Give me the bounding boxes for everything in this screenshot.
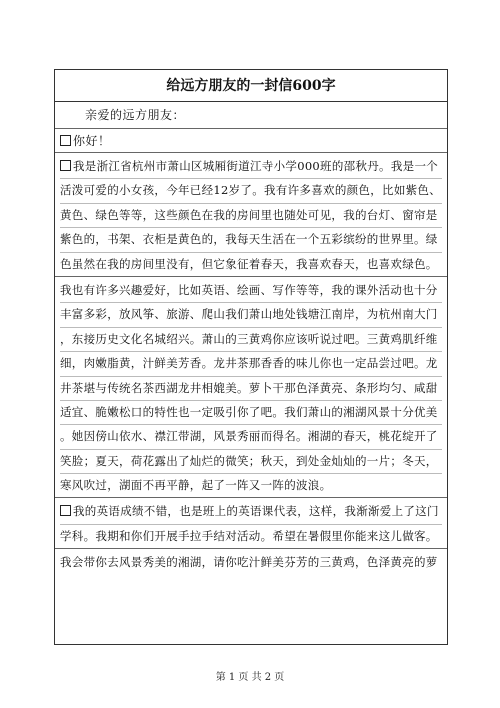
checkbox-icon bbox=[60, 160, 71, 171]
document-title: 给远方朋友的一封信600字 bbox=[55, 70, 447, 102]
checkbox-icon bbox=[60, 135, 71, 146]
greeting: 亲爱的远方朋友： bbox=[55, 102, 447, 129]
checkbox-icon bbox=[60, 505, 71, 516]
line-text: 我的英语成绩不错，也是班上的英语课代表，这样，我渐渐爱上了这门 bbox=[73, 504, 439, 519]
paragraph-line: 紫色的，书架、衣柜是黄色的，我每天生活在一个五彩缤纷的世界里。绿 bbox=[60, 228, 442, 252]
paragraph-line bbox=[60, 500, 442, 524]
paragraph-line: 寒风吹过，湖面不再平静，起了一阵又一阵的波浪。 bbox=[60, 478, 332, 493]
hello-line bbox=[55, 129, 447, 153]
paragraph-line: 笑脸；夏天，荷花露出了灿烂的微笑；秋天，到处金灿灿的一片；冬天， bbox=[60, 450, 442, 474]
paragraph-line: 我也有许多兴趣爱好，比如英语、绘画、写作等等，我的课外活动也十分 bbox=[60, 279, 442, 303]
paragraph-line: 适宜、脆嫩松口的特性也一定吸引你了吧。我们萧山的湘湖风景十分优美 bbox=[60, 401, 442, 425]
page-footer: 第 1 页 共 2 页 bbox=[215, 672, 285, 683]
paragraph-line: 丰富多彩，放风筝、旅游、爬山我们萧山地处钱塘江南岸，为杭州南大门 bbox=[60, 303, 442, 327]
line-text: 我是浙江省杭州市萧山区城厢街道江寺小学000班的邵秋丹。我是一个 bbox=[73, 159, 439, 173]
paragraph-1 bbox=[55, 153, 447, 277]
paragraph-line: 色虽然在我的房间里没有，但它象征着春天，我喜欢春天，也喜欢绿色。 bbox=[60, 256, 438, 271]
letter-table bbox=[54, 69, 448, 645]
paragraph-line: ，东接历史文化名城绍兴。萧山的三黄鸡你应该听说过吧。三黄鸡肌纤维 bbox=[60, 328, 442, 352]
paragraph-line: 黄色、绿色等等，这些颜色在我的房间里也随处可见，我的台灯、窗帘是 bbox=[60, 204, 442, 228]
hello-text: 你好！ bbox=[73, 134, 111, 148]
paragraph-line: 。她因傍山依水、襟江带湖，风景秀丽而得名。湘湖的春天，桃花绽开了 bbox=[60, 425, 442, 449]
paragraph-line: 活泼可爱的小女孩，今年已经12岁了。我有许多喜欢的颜色，比如紫色、 bbox=[60, 179, 442, 203]
paragraph-line: 井茶堪与传统名茶西湖龙井相媲美。萝卜干那色泽黄亮、条形均匀、咸甜 bbox=[60, 377, 442, 401]
paragraph-line bbox=[60, 155, 442, 179]
paragraph-2 bbox=[55, 277, 447, 499]
paragraph-line: 细，肉嫩脂黄，汁鲜美芳香。龙井茶那香香的味儿你也一定品尝过吧。龙 bbox=[60, 352, 442, 376]
paragraph-line: 学科。我期和你们开展手拉手结对活动。希望在暑假里你能来这儿做客。 bbox=[60, 528, 438, 543]
paragraph-4 bbox=[55, 549, 447, 574]
paragraph-line: 我会带你去风景秀美的湘湖，请你吃汁鲜美芬芳的三黄鸡，色泽黄亮的萝 bbox=[60, 555, 438, 570]
paragraph-3 bbox=[55, 498, 447, 549]
